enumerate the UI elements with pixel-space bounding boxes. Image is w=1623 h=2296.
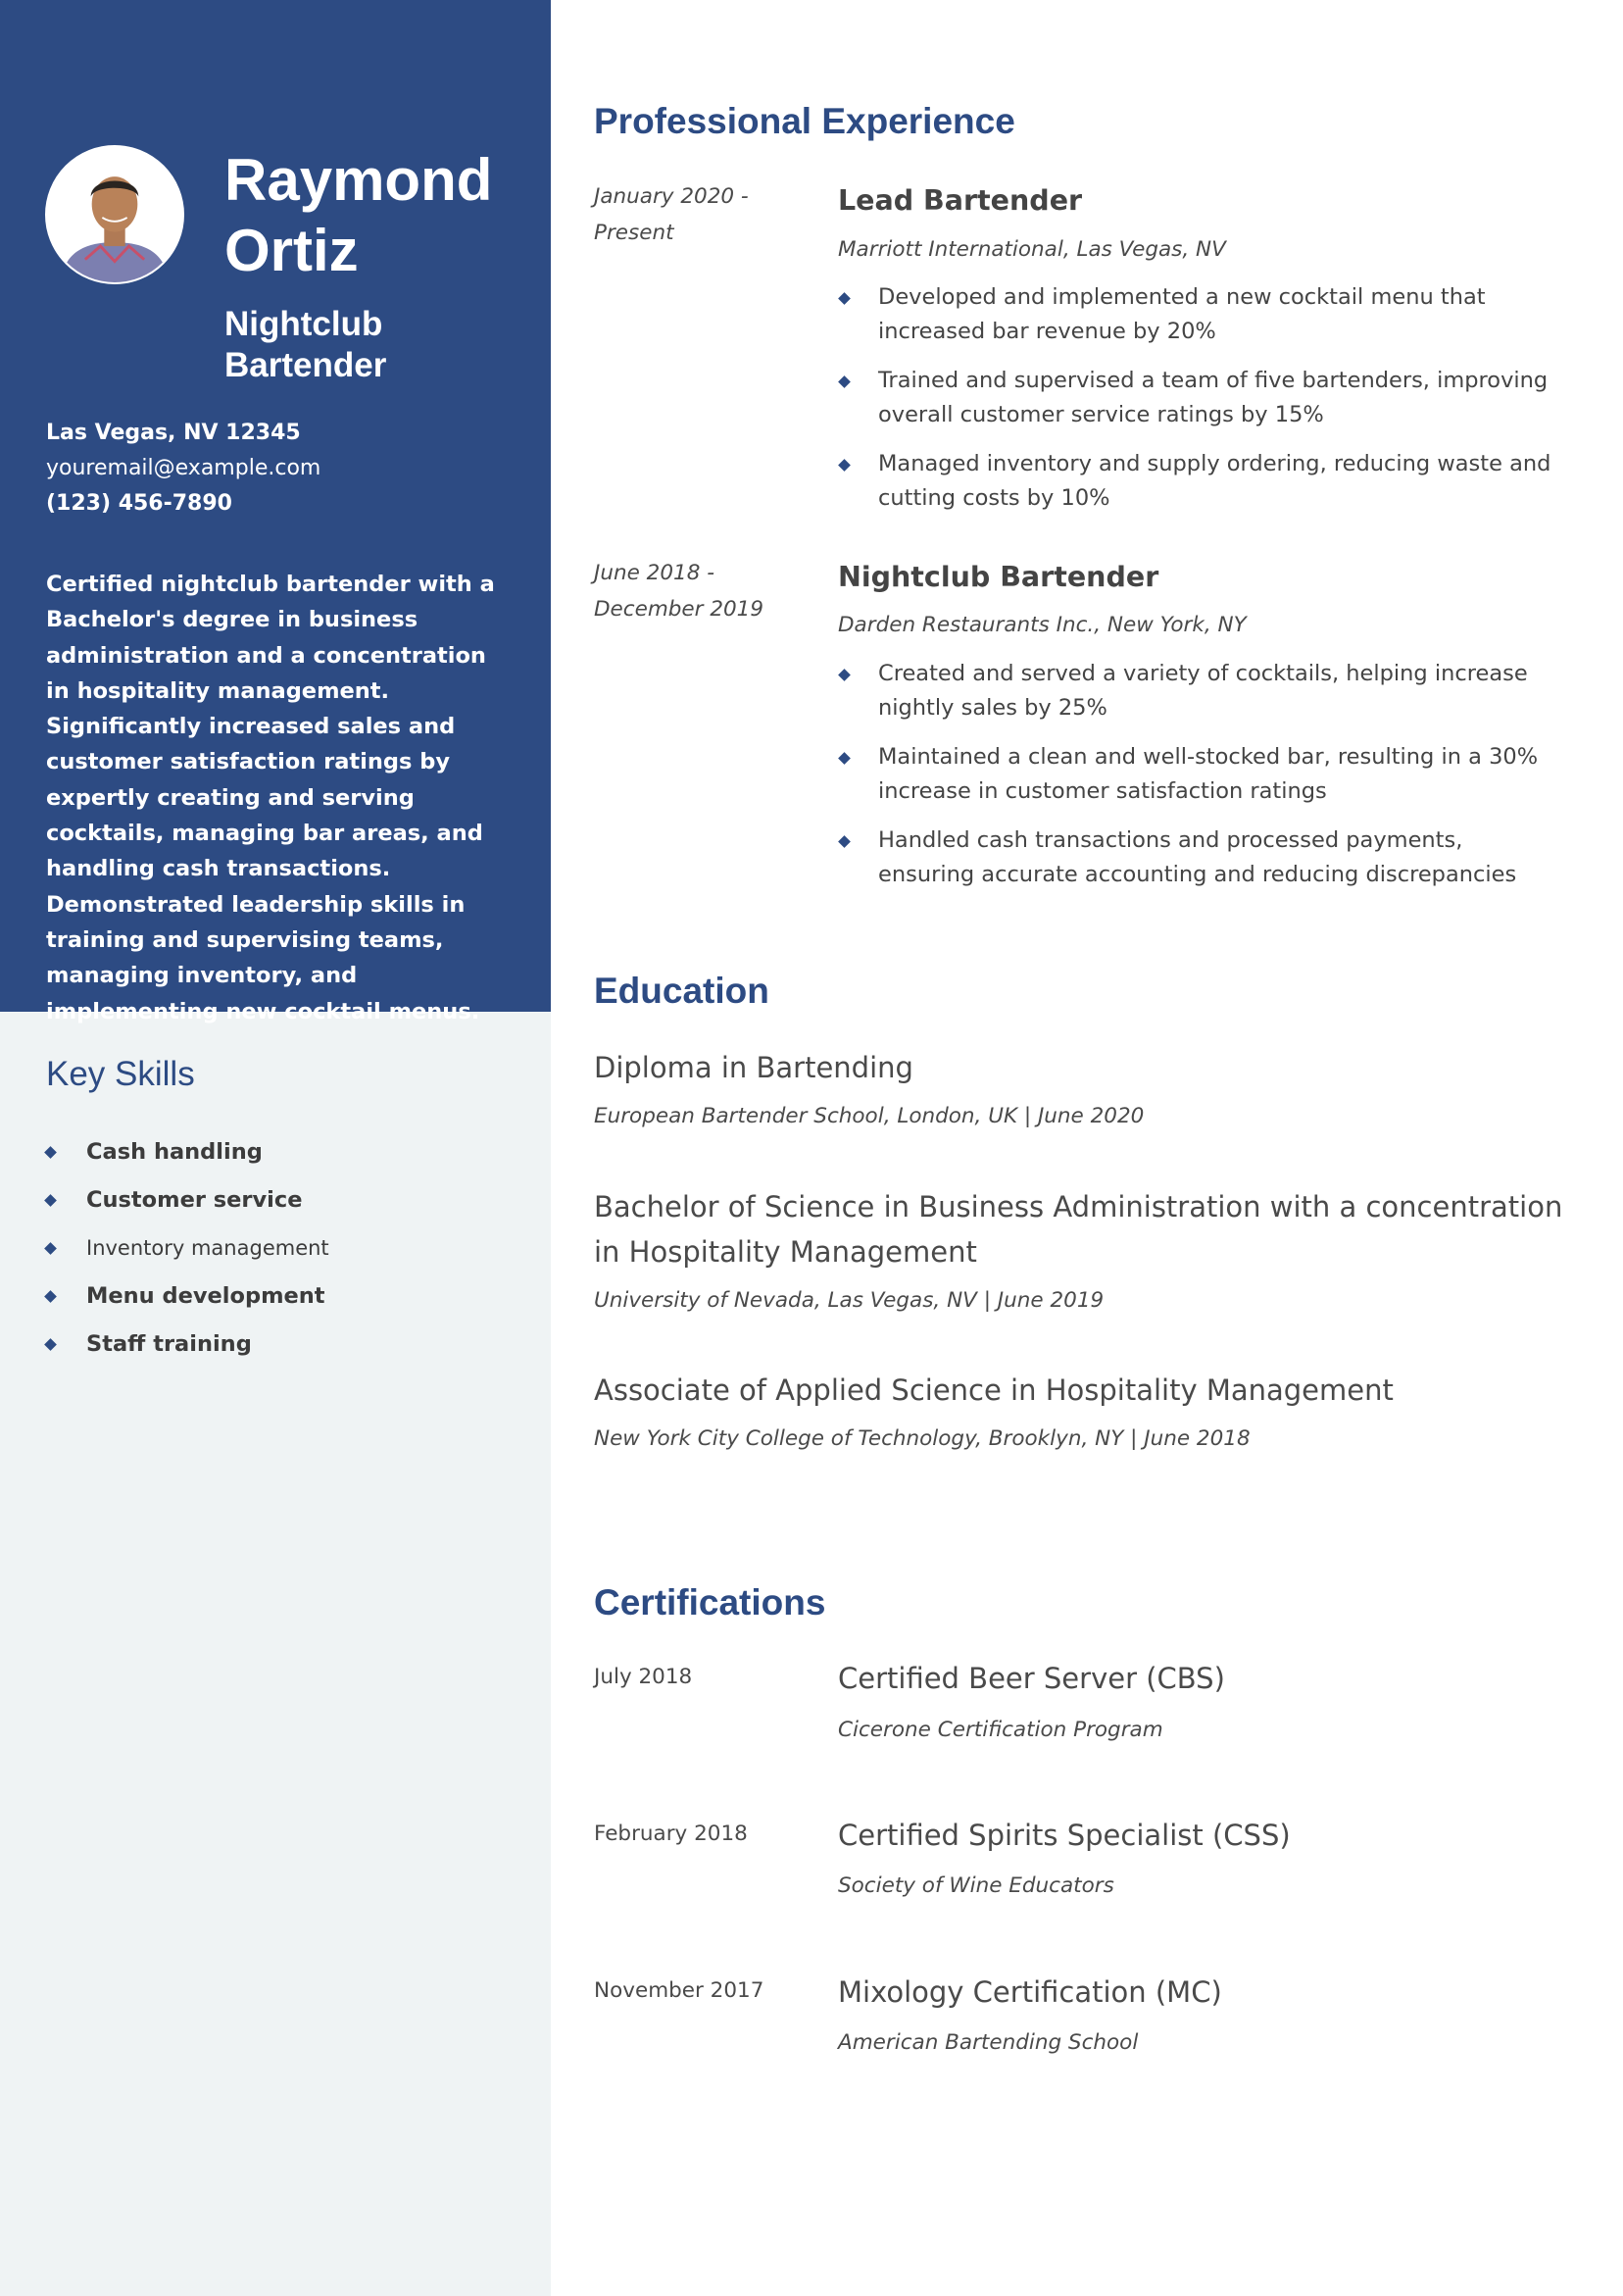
bullet-icon <box>838 835 851 848</box>
bullet-icon <box>838 459 851 472</box>
job-role: Nightclub Bartender <box>838 561 1159 593</box>
certifications-heading: Certifications <box>594 1582 826 1622</box>
skill-label: Cash handling <box>86 1139 263 1165</box>
name <box>224 145 492 286</box>
degree-title: Bachelor of Science in Business Administration with a concentration in Hospitality Management <box>594 1190 1563 1269</box>
job-title-line-1: Nightclub <box>224 305 383 343</box>
job-bullet-text: Created and served a variety of cocktails, helping increase nightly sales by 25% <box>878 661 1528 721</box>
job-bullet-text: Maintained a clean and well-stocked bar, resulting in a 30% increase in customer satisfaction ratings <box>878 744 1539 804</box>
skill-label: Menu development <box>86 1283 325 1309</box>
job-bullet <box>838 824 1563 892</box>
job-bullet <box>838 280 1563 349</box>
job-bullet <box>838 447 1563 516</box>
phone: (123) 456-7890 <box>46 491 232 516</box>
summary: Certified nightclub bartender with a Bachelor's degree in business administration and a concentration in hospitality management. Significantly increased sales and customer satisfaction ratings by expertly creating and serving cocktails, managing bar areas, and handling cash transactions. Demonstrated leadership skills in training and supervising teams, managing inventory, and implementing new cocktail menus. <box>46 572 495 1024</box>
bullet-icon <box>44 1194 57 1207</box>
job-company: Darden Restaurants Inc., New York, NY <box>838 613 1247 637</box>
first-name: Raymond <box>224 147 493 213</box>
job-bullet-text: Trained and supervised a team of five bartenders, improving overall customer service ratings by 15% <box>878 368 1549 427</box>
job-title <box>224 304 518 386</box>
skill-item <box>46 1183 329 1231</box>
job-bullet <box>838 657 1563 725</box>
job-bullets <box>838 280 1563 530</box>
school-info: New York City College of Technology, Brooklyn, NY | June 2018 <box>594 1426 1251 1451</box>
experience-heading: Professional Experience <box>594 101 1015 141</box>
email-link[interactable]: youremail@example.com <box>46 456 321 480</box>
skill-item <box>46 1135 329 1183</box>
job-date <box>594 555 790 627</box>
job-role: Lead Bartender <box>838 184 1083 217</box>
contact-info <box>46 416 320 522</box>
job-date-start: January 2020 - <box>594 184 749 209</box>
job-bullet <box>838 740 1563 809</box>
cert-org: Cicerone Certification Program <box>838 1718 1163 1742</box>
cert-date: February 2018 <box>594 1822 748 1846</box>
job-bullet-text: Developed and implemented a new cocktail menu that increased bar revenue by 20% <box>878 284 1486 344</box>
cert-date: November 2017 <box>594 1978 764 2003</box>
bullet-icon <box>44 1146 57 1159</box>
skill-label: Inventory management <box>86 1236 329 1260</box>
education-heading: Education <box>594 971 769 1011</box>
cert-name: Certified Beer Server (CBS) <box>838 1662 1225 1695</box>
job-title-line-2: Bartender <box>224 346 387 384</box>
skill-label: Customer service <box>86 1187 303 1213</box>
cert-org: American Bartending School <box>838 2030 1139 2055</box>
avatar <box>45 145 184 284</box>
bullet-icon <box>838 375 851 388</box>
job-date-end: December 2019 <box>594 597 764 622</box>
location: Las Vegas, NV 12345 <box>46 421 301 445</box>
skills-heading: Key Skills <box>46 1055 195 1093</box>
skill-item <box>46 1279 329 1327</box>
cert-date: July 2018 <box>594 1665 693 1689</box>
degree-title: Diploma in Bartending <box>594 1051 913 1084</box>
bullet-icon <box>44 1338 57 1351</box>
school-info: European Bartender School, London, UK | June 2020 <box>594 1104 1145 1128</box>
job-date-start: June 2018 - <box>594 561 714 585</box>
skill-item <box>46 1231 329 1279</box>
last-name: Ortiz <box>224 218 359 283</box>
job-bullets <box>838 657 1563 907</box>
bullet-icon <box>44 1290 57 1303</box>
job-date <box>594 178 790 251</box>
skill-item <box>46 1327 329 1375</box>
bullet-icon <box>838 752 851 765</box>
job-company: Marriott International, Las Vegas, NV <box>838 237 1226 262</box>
cert-org: Society of Wine Educators <box>838 1873 1114 1898</box>
bullet-icon <box>44 1242 57 1255</box>
cert-name: Mixology Certification (MC) <box>838 1975 1222 2009</box>
profile-photo <box>47 147 182 282</box>
job-date-end: Present <box>594 221 674 245</box>
bullet-icon <box>838 292 851 305</box>
bullet-icon <box>838 669 851 681</box>
skill-label: Staff training <box>86 1331 252 1357</box>
job-bullet <box>838 364 1563 432</box>
skills-list <box>46 1135 329 1375</box>
degree-title: Associate of Applied Science in Hospitality Management <box>594 1373 1394 1407</box>
cert-name: Certified Spirits Specialist (CSS) <box>838 1819 1291 1852</box>
job-bullet-text: Handled cash transactions and processed payments, ensuring accurate accounting and reducing discrepancies <box>878 827 1517 887</box>
job-bullet-text: Managed inventory and supply ordering, reducing waste and cutting costs by 10% <box>878 451 1551 511</box>
school-info: University of Nevada, Las Vegas, NV | June 2019 <box>594 1288 1105 1313</box>
